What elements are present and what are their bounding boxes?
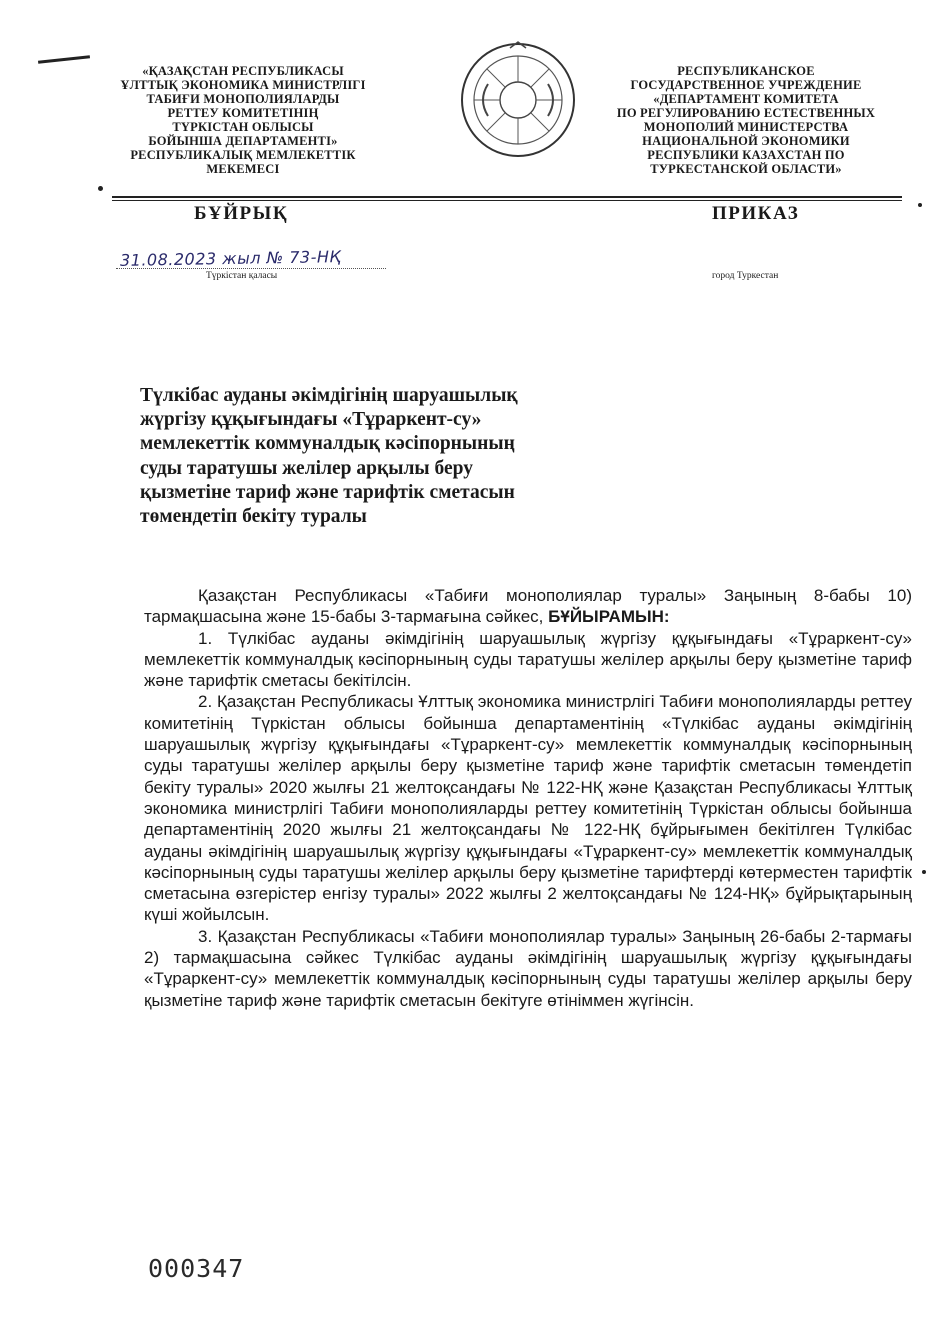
header-left-line: ҰЛТТЫҚ ЭКОНОМИКА МИНИСТРЛІГІ	[120, 78, 366, 92]
item-3-paragraph: 3. Қазақстан Республикасы «Табиғи монополиялар туралы» Заңының 26-бабы 2-тармағы 2) тармақшасына сәйкес Түлкібас ауданы әкімдігінің шаруашылық жүргізу құқығындағы «Тұраркент-су» мемлекеттік коммуналдық кәсіпорнының суды таратушы желілер арқылы беру қызметіне тариф және тарифтік сметасын бекітуге өтініммен жүгінсін.	[144, 926, 912, 1010]
city-kz: Түркістан қаласы	[206, 271, 278, 281]
title-line: жүргізу құқығындағы «Тұраркент-су»	[140, 409, 482, 431]
doc-type-kz: БҰЙРЫҚ	[194, 203, 289, 224]
header-right-line: РЕСПУБЛИКИ КАЗАХСТАН ПО	[647, 148, 845, 162]
header-divider-thin	[112, 200, 902, 201]
preamble-paragraph	[144, 585, 912, 628]
header-right-line: ГОСУДАРСТВЕННОЕ УЧРЕЖДЕНИЕ	[630, 78, 862, 92]
header-right-line: ПО РЕГУЛИРОВАНИЮ ЕСТЕСТВЕННЫХ	[616, 106, 876, 120]
header-right-line: НАЦИОНАЛЬНОЙ ЭКОНОМИКИ	[642, 134, 850, 148]
scan-dot	[922, 870, 926, 874]
header-divider	[112, 196, 902, 198]
header-left-line: «ҚАЗАҚСТАН РЕСПУБЛИКАСЫ	[142, 64, 344, 78]
document-title	[140, 384, 600, 529]
header-left-line: БОЙЫНША ДЕПАРТАМЕНТІ»	[148, 134, 338, 148]
title-line: Түлкібас ауданы әкімдігінің шаруашылық	[140, 385, 518, 406]
header-right-line: МОНОПОЛИЙ МИНИСТЕРСТВА	[643, 120, 849, 134]
title-line: суды таратушы желілер арқылы беру	[140, 457, 473, 479]
date-underline	[116, 268, 386, 269]
header-right-line: ТУРКЕСТАНСКОЙ ОБЛАСТИ»	[650, 162, 842, 176]
header-left-org-name	[112, 64, 374, 176]
preamble-colon: :	[663, 607, 670, 627]
header-right-line: РЕСПУБЛИКАНСКОЕ	[677, 64, 815, 78]
preamble-command: БҰЙЫРАМЫН	[548, 607, 664, 627]
header-left-line: РЕТТЕУ КОМИТЕТІНІҢ	[167, 106, 319, 120]
city-ru: город Туркестан	[712, 271, 779, 281]
header-right-org-name	[604, 64, 888, 176]
title-line: мемлекеттік коммуналдық кәсіпорнының	[140, 433, 515, 455]
item-2-paragraph: 2. Қазақстан Республикасы Ұлттық экономика министрлігі Табиғи монополияларды реттеу комитетінің Түркістан облысы бойынша департаментінің «Түлкібас ауданы әкімдігінің шаруашылық жүргізу құқығындағы «Тұраркент-су» мемлекеттік коммуналдық кәсіпорнының суды таратушы желілер арқылы беру қызметіне тариф және тарифтік сметасын төмендетіп бекіту туралы» 2020 жылғы 21 желтоқсандағы № 122-НҚ және Қазақстан Республикасы Ұлттық экономика министрлігі Табиғи монополияларды реттеу комитетінің Түркістан облысы бойынша департаментінің 2020 жылғы 21 желтоқсандағы № 122-НҚ бұйрығымен бекітілген Түлкібас ауданы әкімдігінің шаруашылық жүргізу құқығындағы «Тұраркент-су» мемлекеттік коммуналдық кәсіпорнының суды таратушы желілер арқылы беру қызметіне тарифтерді көтерместен тарифтік сметасына өзгерістер енгізу туралы» 2022 жылғы 2 желтоқсандағы № 124-НҚ» бұйрықтарының күші жойылсын.	[144, 692, 912, 925]
doc-type-ru: ПРИКАЗ	[712, 203, 800, 224]
document-serial-number: 000347	[148, 1254, 245, 1283]
scan-dot	[918, 203, 922, 207]
header-left-line: ТАБИҒИ МОНОПОЛИЯЛАРДЫ	[146, 92, 340, 106]
document-body	[144, 585, 912, 1011]
header-right-line: «ДЕПАРТАМЕНТ КОМИТЕТА	[653, 92, 839, 106]
header-left-line: МЕКЕМЕСІ	[206, 162, 280, 176]
header-left-line: ТҮРКІСТАН ОБЛЫСЫ	[172, 120, 314, 134]
title-line: төмендетіп бекіту туралы	[140, 506, 367, 528]
scan-mark	[38, 55, 90, 63]
state-emblem-icon	[458, 40, 578, 160]
item-1-paragraph: 1. Түлкібас ауданы әкімдігінің шаруашылық жүргізу құқығындағы «Тұраркент-су» мемлекеттік коммуналдық кәсіпорнының суды таратушы желілер арқылы беру қызметіне тариф және тарифтік сметасы бекітілсін.	[144, 628, 912, 691]
title-line: қызметіне тариф және тарифтік сметасын	[140, 481, 515, 503]
handwritten-date-number: 31.08.2023 жыл № 73-НҚ	[119, 247, 342, 270]
header-left-line: РЕСПУБЛИКАЛЫҚ МЕМЛЕКЕТТІК	[130, 148, 356, 162]
scan-dot	[98, 186, 103, 191]
preamble-text: Қазақстан Республикасы «Табиғи монополиялар туралы» Заңының 8-бабы 10) тармақшасына және 15-бабы 3-тармағына сәйкес,	[144, 586, 912, 627]
